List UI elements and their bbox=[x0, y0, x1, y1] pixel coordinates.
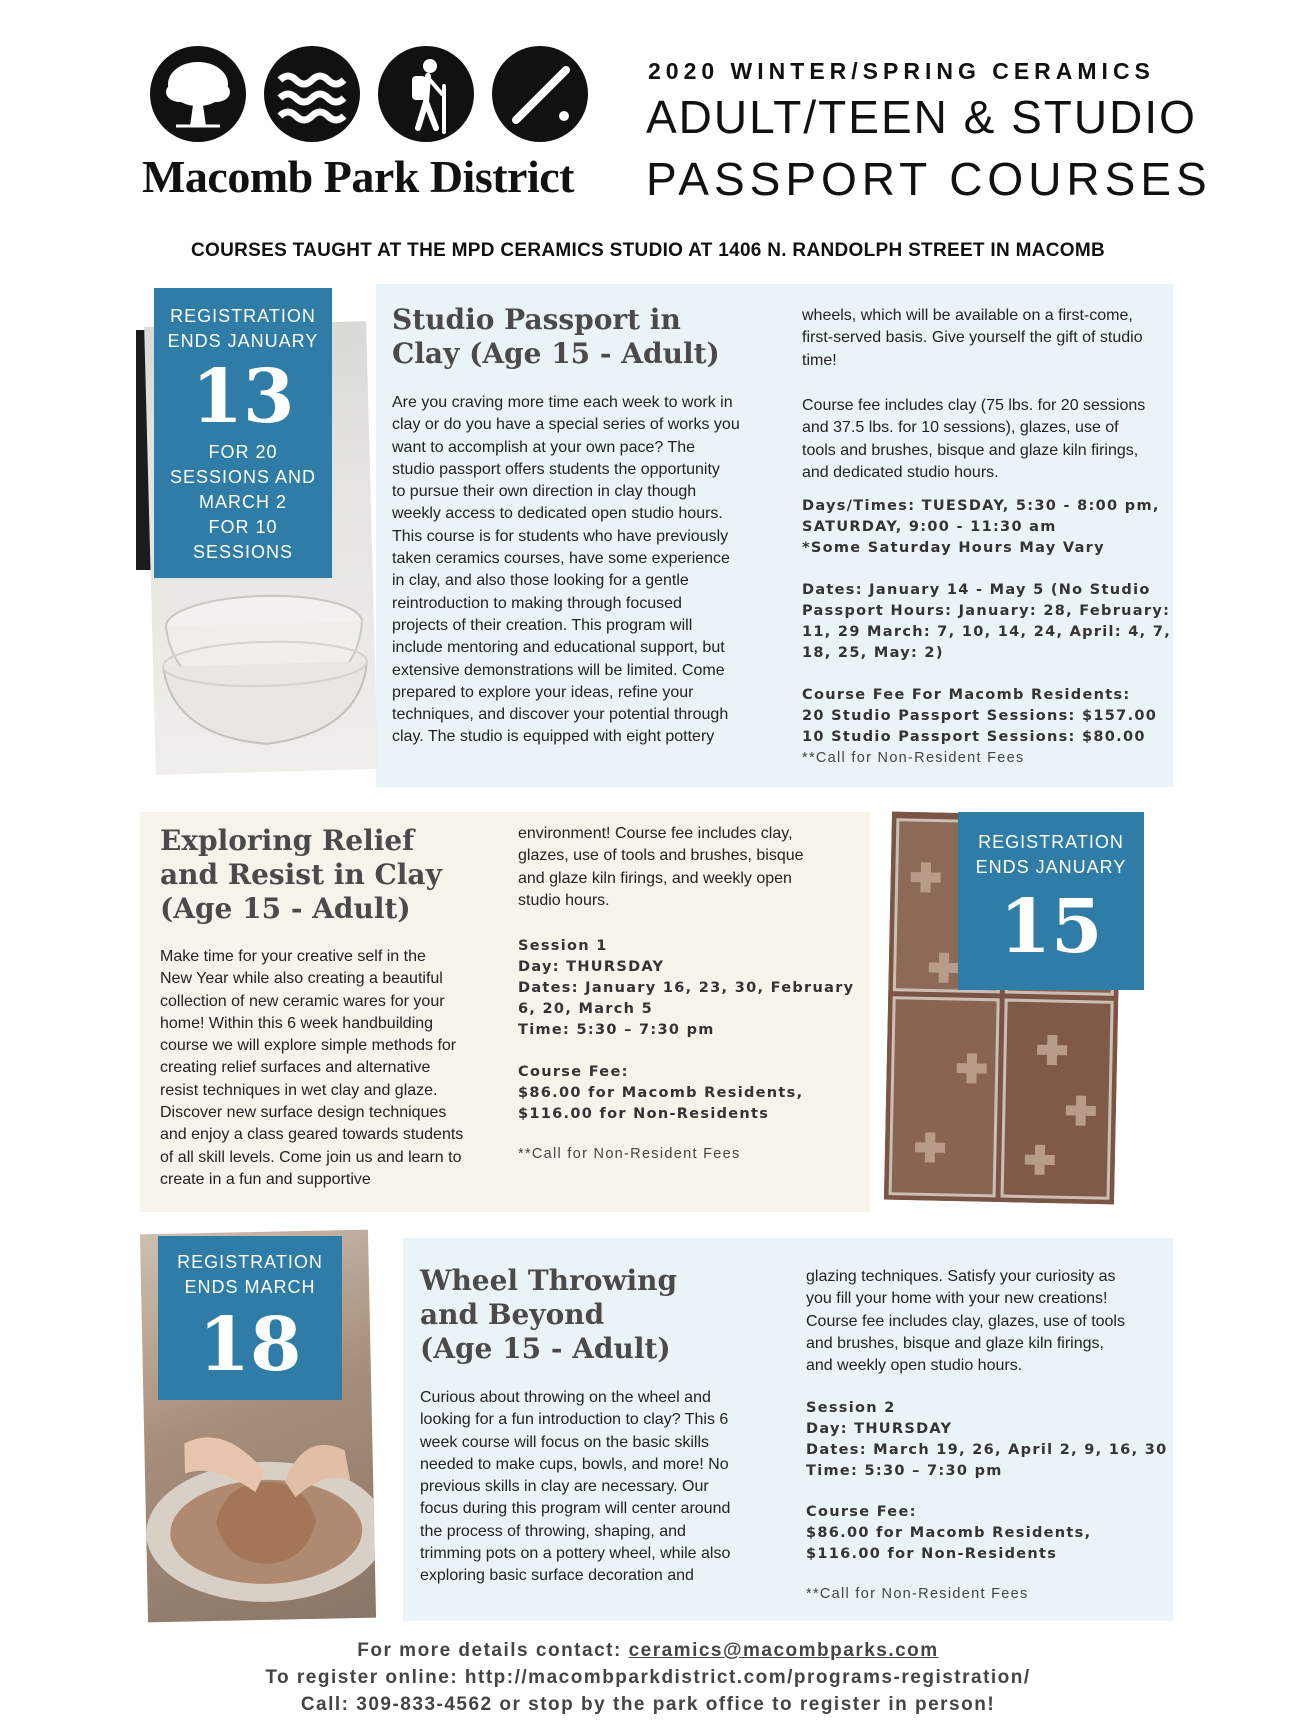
text-line: extensive demonstrations will be limited. Come bbox=[392, 661, 725, 679]
text-line: Dates: March 19, 26, April 2, 9, 16, 30 bbox=[806, 1442, 1168, 1458]
text-line: Dates: January 16, 23, 30, February bbox=[518, 980, 855, 996]
course2-title-line1: Exploring Relief bbox=[160, 824, 415, 857]
text-line: weekly access to dedicated open studio hours. bbox=[392, 505, 723, 523]
text-line: Discover new surface design techniques bbox=[160, 1104, 447, 1122]
footer-email-link[interactable]: ceramics@macombparks.com bbox=[628, 1640, 939, 1661]
course3-description-col2 bbox=[806, 1266, 1125, 1377]
course1-title-line2: Clay (Age 15 - Adult) bbox=[392, 337, 720, 370]
text-line: Days/Times: TUESDAY, 5:30 - 8:00 pm, bbox=[802, 498, 1160, 514]
course2-title bbox=[160, 824, 442, 926]
text-line: resist techniques in wet clay and glaze. bbox=[160, 1081, 438, 1099]
course3-badge-line1: REGISTRATION bbox=[177, 1252, 323, 1272]
course3-title bbox=[420, 1264, 677, 1366]
text-line: Are you craving more time each week to work in bbox=[392, 394, 733, 411]
course2-fee bbox=[518, 1062, 803, 1125]
course3-title-line3: (Age 15 - Adult) bbox=[420, 1332, 671, 1365]
course1-description-col2a bbox=[802, 305, 1143, 372]
text-line: Time: 5:30 – 7:30 pm bbox=[518, 1022, 715, 1038]
course2-title-line2: and Resist in Clay bbox=[160, 858, 442, 891]
text-line: studio passport offers students the opportunity bbox=[392, 460, 720, 478]
text-line: Session 2 bbox=[806, 1400, 896, 1416]
text-line: Course Fee: bbox=[806, 1504, 917, 1520]
text-line: Day: THURSDAY bbox=[518, 959, 665, 975]
text-line: and dedicated studio hours. bbox=[802, 463, 999, 481]
text-line: trimming pots on a pottery wheel, while also bbox=[420, 1545, 731, 1563]
text-line: glazes, use of tools and brushes, bisque bbox=[518, 847, 804, 865]
text-line: clay. The studio is equipped with eight pottery bbox=[392, 728, 715, 746]
text-line: in clay, and also those looking for a gentle bbox=[392, 572, 689, 590]
hiker-logo-icon bbox=[378, 46, 474, 142]
course1-nonresident-note: **Call for Non-Resident Fees bbox=[802, 750, 1025, 766]
course1-badge-after2: SESSIONS AND bbox=[169, 467, 317, 487]
course1-title bbox=[392, 303, 720, 371]
org-name: Macomb Park District bbox=[142, 151, 574, 202]
course1-description-col1 bbox=[392, 392, 740, 749]
text-line: 10 Studio Passport Sessions: $80.00 bbox=[802, 729, 1146, 745]
course1-days-times bbox=[802, 496, 1160, 559]
text-line: Course Fee: bbox=[518, 1064, 629, 1080]
course3-badge-line2: ENDS MARCH bbox=[184, 1277, 316, 1297]
course3-nonresident-note: **Call for Non-Resident Fees bbox=[806, 1586, 1029, 1602]
text-line: environment! Course fee includes clay, bbox=[518, 825, 793, 842]
text-line: previous skills in clay are necessary. Our bbox=[420, 1478, 709, 1496]
text-line: to pursue their own direction in clay though bbox=[392, 483, 697, 501]
text-line: you fill your home with your new creations! bbox=[806, 1290, 1108, 1308]
text-line: collection of new ceramic wares for your bbox=[160, 992, 445, 1010]
footer-contact bbox=[0, 1640, 1296, 1662]
text-line: creating relief surfaces and alternative bbox=[160, 1059, 431, 1077]
text-line: exploring basic surface decoration and bbox=[420, 1567, 694, 1585]
text-line: *Some Saturday Hours May Vary bbox=[802, 540, 1105, 556]
text-line: the process of throwing, shaping, and bbox=[420, 1522, 686, 1540]
text-line: 20 Studio Passport Sessions: $157.00 bbox=[802, 708, 1158, 724]
text-line: and glaze kiln firings, and weekly open bbox=[518, 869, 792, 887]
text-line: prepared to explore your ideas, refine your bbox=[392, 683, 694, 701]
course2-description-col2 bbox=[518, 823, 804, 912]
text-line: reintroduction to making through focused bbox=[392, 594, 682, 612]
text-line: taken ceramics courses, have some experience bbox=[392, 550, 730, 568]
text-line: course we will explore simple methods for bbox=[160, 1037, 457, 1055]
course2-session bbox=[518, 936, 854, 1041]
footer-call: Call: 309-833-4562 or stop by the park office to register in person! bbox=[300, 1694, 996, 1715]
text-line: Course Fee For Macomb Residents: bbox=[802, 687, 1131, 703]
text-line: projects of their creation. This program will bbox=[392, 616, 693, 634]
text-line: include mentoring and educational support, but bbox=[392, 639, 725, 657]
text-line: glazing techniques. Satisfy your curiosity as bbox=[806, 1268, 1116, 1285]
text-line: 18, 25, May: 2) bbox=[802, 645, 944, 661]
course1-badge-after3: MARCH 2 bbox=[198, 492, 287, 512]
course1-title-line1: Studio Passport in bbox=[392, 303, 681, 336]
text-line: and weekly open studio hours. bbox=[806, 1357, 1023, 1375]
text-line: home! Within this 6 week handbuilding bbox=[160, 1014, 434, 1032]
text-line: and brushes, bisque and glaze kiln firings, bbox=[806, 1334, 1104, 1352]
course2-badge-line2: ENDS JANUARY bbox=[975, 857, 1127, 877]
course2-title-line3: (Age 15 - Adult) bbox=[160, 892, 411, 925]
course3-description-col1 bbox=[420, 1387, 730, 1588]
text-line: $116.00 for Non-Residents bbox=[518, 1106, 770, 1122]
text-line: Day: THURSDAY bbox=[806, 1421, 953, 1437]
text-line: focus during this program will center around bbox=[420, 1500, 731, 1518]
water-waves-logo-icon bbox=[264, 46, 360, 142]
text-line: SATURDAY, 9:00 - 11:30 am bbox=[802, 519, 1057, 535]
course2-registration-badge bbox=[958, 812, 1144, 990]
text-line: Make time for your creative self in the bbox=[160, 948, 426, 965]
course1-badge-after4: FOR 10 bbox=[208, 517, 278, 537]
footer-contact-prefix: For more details contact: bbox=[357, 1640, 629, 1661]
course3-fee bbox=[806, 1502, 1091, 1565]
text-line: Session 1 bbox=[518, 938, 608, 954]
course1-dates bbox=[802, 580, 1171, 664]
course3-title-line2: and Beyond bbox=[420, 1298, 605, 1331]
text-line: and enjoy a class geared towards students bbox=[160, 1126, 464, 1144]
text-line: 11, 29 March: 7, 10, 14, 24, April: 4, 7, bbox=[802, 624, 1172, 640]
text-line: Course fee includes clay, glazes, use of tools bbox=[806, 1312, 1125, 1330]
text-line: time! bbox=[802, 351, 837, 369]
text-line: Time: 5:30 – 7:30 pm bbox=[806, 1463, 1003, 1479]
course2-badge-number: 15 bbox=[999, 884, 1103, 970]
course1-registration-badge bbox=[154, 288, 332, 578]
header-line-1: 2020 WINTER/SPRING CERAMICS bbox=[648, 58, 1155, 84]
text-line: studio hours. bbox=[518, 891, 610, 909]
text-line: Curious about throwing on the wheel and bbox=[420, 1389, 711, 1406]
text-line: $86.00 for Macomb Residents, bbox=[518, 1085, 804, 1101]
course1-badge-number: 13 bbox=[191, 354, 295, 440]
header-line-3: PASSPORT COURSES bbox=[646, 153, 1212, 205]
course1-badge-after1: FOR 20 bbox=[208, 442, 278, 462]
course1-badge-line2: ENDS JANUARY bbox=[167, 331, 319, 351]
text-line: techniques, and discover your potential through bbox=[392, 706, 729, 724]
baseball-bat-logo-icon bbox=[492, 46, 588, 142]
text-line: of all skill levels. Come join us and learn to bbox=[160, 1148, 462, 1166]
text-line: want to accomplish at your own pace? The bbox=[392, 438, 695, 456]
course3-title-line1: Wheel Throwing bbox=[420, 1264, 678, 1297]
course2-badge-line1: REGISTRATION bbox=[978, 832, 1124, 852]
text-line: New Year while also creating a beautiful bbox=[160, 970, 443, 988]
text-line: and 37.5 lbs. for 10 sessions), glazes, use of bbox=[802, 419, 1119, 437]
text-line: wheels, which will be available on a first-come, bbox=[802, 307, 1133, 324]
course1-badge-after5: SESSIONS bbox=[192, 542, 294, 562]
course3-badge-number: 18 bbox=[198, 1302, 302, 1388]
text-line: $86.00 for Macomb Residents, bbox=[806, 1525, 1092, 1541]
text-line: 6, 20, March 5 bbox=[518, 1001, 653, 1017]
text-line: This course is for students who have previously bbox=[392, 527, 729, 545]
course1-badge-line1: REGISTRATION bbox=[170, 306, 316, 326]
course1-fees bbox=[802, 685, 1157, 748]
course1-description-col2b bbox=[802, 395, 1145, 484]
course2-description-col1 bbox=[160, 946, 463, 1191]
text-line: clay or do you have a special series of works you bbox=[392, 416, 740, 434]
text-line: Dates: January 14 - May 5 (No Studio bbox=[802, 582, 1151, 598]
text-line: week course will focus on the basic skills bbox=[420, 1433, 710, 1451]
text-line: $116.00 for Non-Residents bbox=[806, 1546, 1058, 1562]
course3-session bbox=[806, 1398, 1168, 1482]
tree-logo-icon bbox=[150, 46, 246, 142]
text-line: tools and brushes, bisque and glaze kiln firings, bbox=[802, 441, 1139, 459]
footer-register-online[interactable]: To register online: http://macombparkdistrict.com/programs-registration/ bbox=[265, 1667, 1031, 1688]
course2-nonresident-note: **Call for Non-Resident Fees bbox=[518, 1146, 741, 1162]
location-subline: COURSES TAUGHT AT THE MPD CERAMICS STUDIO AT 1406 N. RANDOLPH STREET IN MACOMB bbox=[191, 240, 1105, 261]
text-line: looking for a fun introduction to clay? This 6 bbox=[420, 1411, 729, 1429]
course3-registration-badge bbox=[158, 1236, 342, 1400]
header-line-2: ADULT/TEEN & STUDIO bbox=[646, 91, 1197, 143]
text-line: needed to make cups, bowls, and more! No bbox=[420, 1455, 729, 1473]
text-line: first-served basis. Give yourself the gift of studio bbox=[802, 329, 1143, 347]
text-line: create in a fun and supportive bbox=[160, 1170, 371, 1188]
text-line: Course fee includes clay (75 lbs. for 20 sessions bbox=[802, 397, 1146, 414]
text-line: Passport Hours: January: 28, February: bbox=[802, 603, 1171, 619]
